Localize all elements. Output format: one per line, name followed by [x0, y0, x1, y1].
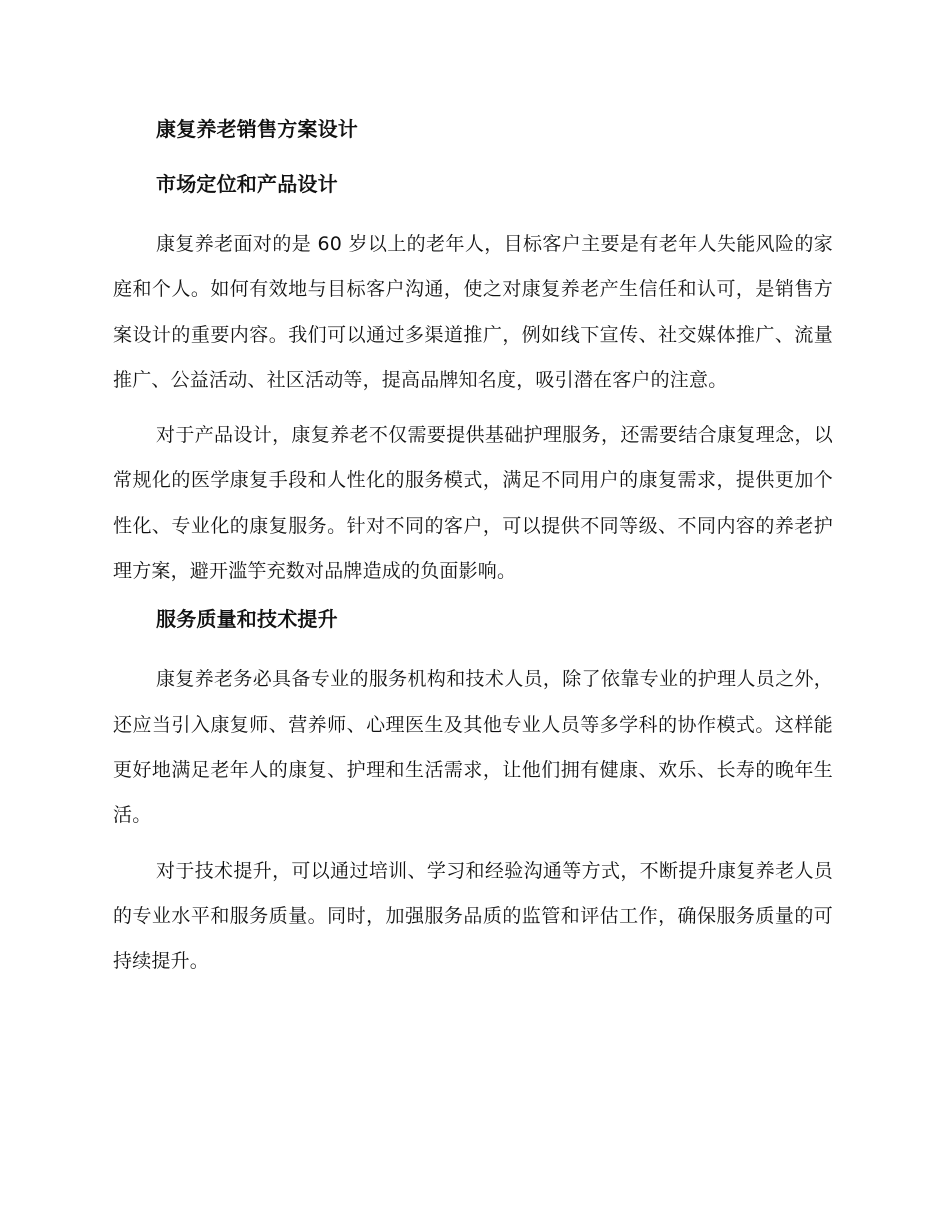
paragraph-technical-improvement: 对于技术提升，可以通过培训、学习和经验沟通等方式，不断提升康复养老人员的专业水平和服务质量。同时，加强服务品质的监管和评估工作，确保服务质量的可持续提升。	[113, 859, 833, 973]
paragraph-market-positioning: 康复养老面对的是 60 岁以上的老年人，目标客户主要是有老年人失能风险的家庭和个人。如何有效地与目标客户沟通，使之对康复养老产生信任和认可，是销售方案设计的重要内容。我们可以通过多渠道推广，例如线下宣传、社交媒体推广、流量推广、公益活动、社区活动等，提高品牌知名度，吸引潜在客户的注意。	[113, 233, 833, 391]
paragraph-product-design: 对于产品设计，康复养老不仅需要提供基础护理服务，还需要结合康复理念，以常规化的医学康复手段和人性化的服务模式，满足不同用户的康复需求，提供更加个性化、专业化的康复服务。针对不同的客户，可以提供不同等级、不同内容的养老护理方案，避开滥竽充数对品牌造成的负面影响。	[113, 424, 833, 583]
section-heading-service-quality: 服务质量和技术提升	[156, 607, 338, 632]
section-heading-market-positioning: 市场定位和产品设计	[156, 172, 338, 196]
document-title: 康复养老销售方案设计	[156, 117, 358, 141]
document-body	[113, 112, 833, 994]
paragraph-service-quality: 康复养老务必具备专业的服务机构和技术人员，除了依靠专业的护理人员之外，还应当引入康复师、营养师、心理医生及其他专业人员等多学科的协作模式。这样能更好地满足老年人的康复、护理和生活需求，让他们拥有健康、欢乐、长寿的晚年生活。	[113, 668, 833, 827]
